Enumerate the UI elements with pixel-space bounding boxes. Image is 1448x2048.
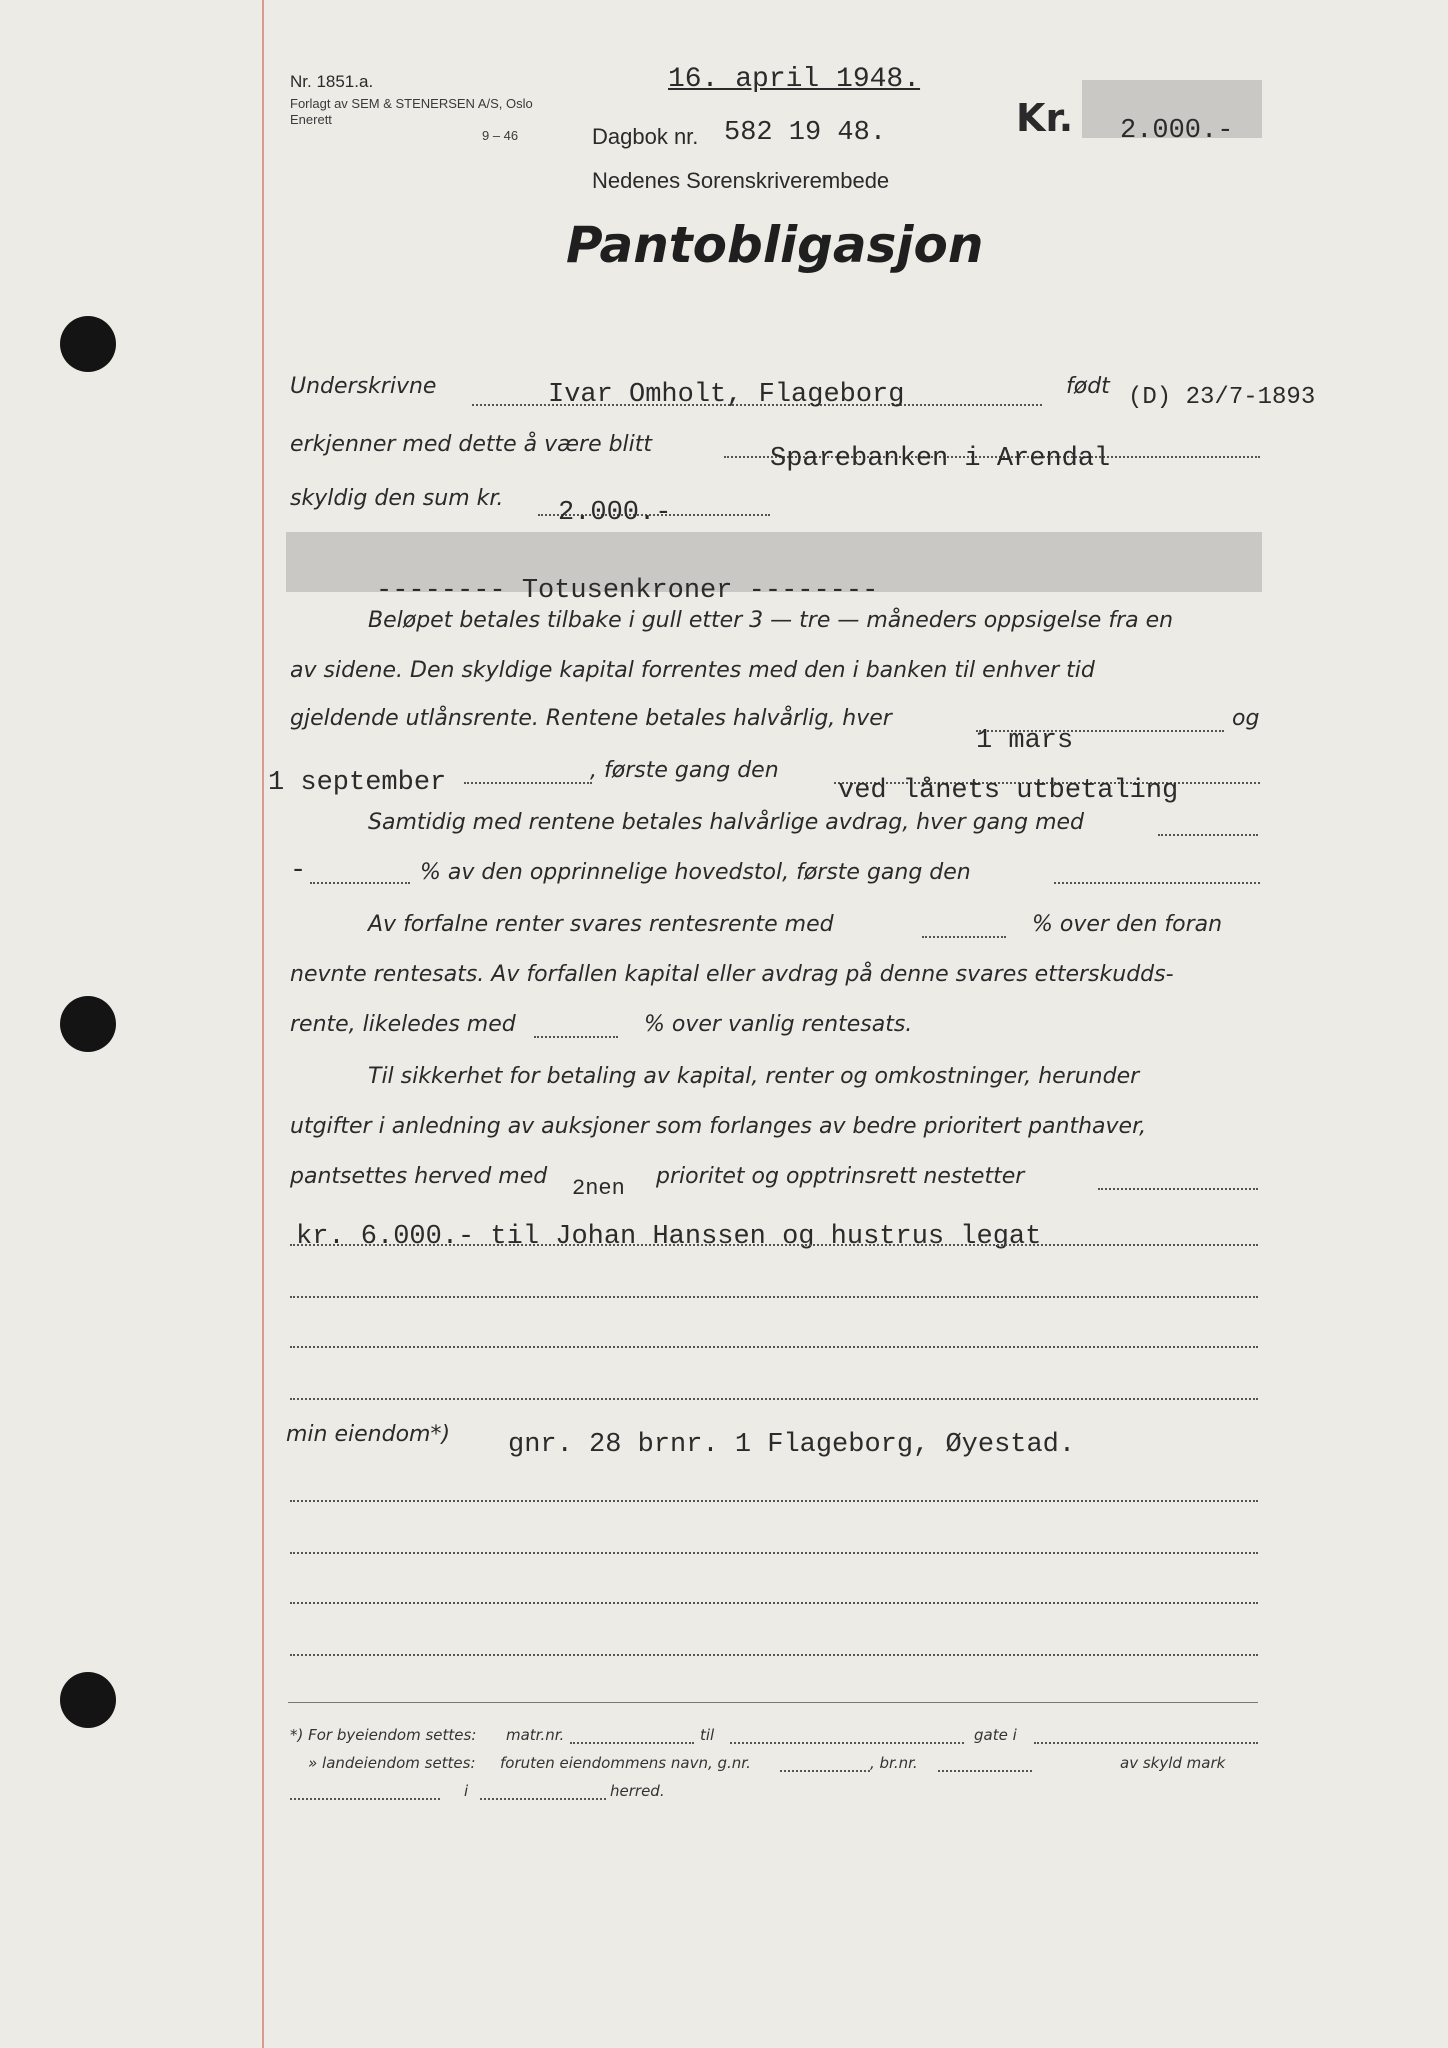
property-description: gnr. 28 brnr. 1 Flageborg, Øyestad. <box>508 1430 1076 1460</box>
dotted-line <box>290 1500 1258 1502</box>
dotted-line <box>290 1602 1258 1604</box>
dotted-line <box>1034 1742 1258 1744</box>
dotted-line <box>290 1296 1258 1298</box>
dotted-line <box>290 1552 1258 1554</box>
footnote-text: av skyld mark <box>1120 1754 1226 1772</box>
footnote-text: , br.nr. <box>870 1754 918 1772</box>
debtor-name: Ivar Omholt, Flageborg <box>548 380 905 410</box>
footnote-text: » landeiendom settes: <box>308 1754 476 1772</box>
dotted-line <box>570 1742 694 1744</box>
body-text: % over den foran <box>1032 912 1223 937</box>
undersigned-label: Underskrivne <box>290 374 437 399</box>
prior-claim: kr. 6.000.- til Johan Hanssen og hustrus legat <box>296 1222 1042 1252</box>
footnote-text: foruten eiendommens navn, g.nr. <box>500 1754 751 1772</box>
dotted-line <box>534 1036 618 1038</box>
dotted-line <box>290 1654 1258 1656</box>
body-text: pantsettes herved med <box>290 1164 548 1189</box>
first-payment: ved lånets utbetaling <box>838 776 1179 806</box>
punch-hole <box>60 996 116 1052</box>
dotted-line <box>290 1398 1258 1400</box>
footnote-text: til <box>700 1726 715 1744</box>
body-text: Samtidig med rentene betales halvårlige avdrag, hver gang med <box>368 810 1084 835</box>
body-text: Til sikkerhet for betaling av kapital, renter og omkostninger, herunder <box>368 1064 1140 1089</box>
body-text: % av den opprinnelige hovedstol, første gang den <box>420 860 971 885</box>
dotted-line <box>290 1244 1258 1246</box>
dotted-line <box>480 1798 606 1800</box>
date-written: 16. april 1948. <box>668 64 921 95</box>
dotted-line <box>1158 834 1258 836</box>
document-title: Pantobligasjon <box>566 216 984 274</box>
dagbok-label: Dagbok nr. <box>592 124 699 149</box>
kr-amount: 2.000.- <box>1120 116 1234 146</box>
interest-date-2: 1 september <box>268 768 447 798</box>
installment-percent: - <box>290 856 307 886</box>
amount-in-words: -------- Totusenkroner -------- <box>376 576 879 606</box>
publisher-line: Forlagt av SEM & STENERSEN A/S, Oslo <box>290 96 533 111</box>
footnote-text: *) For byeiendom settes: <box>290 1726 477 1744</box>
punch-hole <box>60 316 116 372</box>
dotted-line <box>464 782 592 784</box>
body-text: prioritet og opptrinsrett nestetter <box>656 1164 1025 1189</box>
dagbok-number: 582 19 48. <box>724 118 887 148</box>
owing-label: skyldig den sum kr. <box>290 486 504 511</box>
dotted-line <box>938 1770 1032 1772</box>
dotted-line <box>290 1798 440 1800</box>
margin-rule <box>262 0 264 2048</box>
born-date: (D) 23/7-1893 <box>1128 384 1316 411</box>
body-text: og <box>1232 706 1260 731</box>
footnote-text: i <box>464 1782 469 1800</box>
acknowledge-label: erkjenner med dette å være blitt <box>290 432 653 457</box>
owing-amount: 2.000.- <box>558 498 672 528</box>
dotted-line <box>310 882 410 884</box>
footnote-rule <box>288 1702 1258 1703</box>
body-text: gjeldende utlånsrente. Rentene betales halvårlig, hver <box>290 706 892 731</box>
dotted-line <box>1098 1188 1258 1190</box>
body-text: utgifter i anledning av auksjoner som forlanges av bedre prioritert panthaver, <box>290 1114 1147 1139</box>
creditor-name: Sparebanken i Arendal <box>770 444 1111 474</box>
dotted-line <box>290 1346 1258 1348</box>
footnote-text: herred. <box>610 1782 665 1800</box>
body-text: % over vanlig rentesats. <box>644 1012 913 1037</box>
form-number: Nr. 1851.a. <box>290 72 374 91</box>
body-text: rente, likeledes med <box>290 1012 516 1037</box>
body-text: Beløpet betales tilbake i gull etter 3 — tre — måneders oppsigelse fra en <box>368 608 1174 633</box>
body-text: av sidene. Den skyldige kapital forrentes med den i banken til enhver tid <box>290 658 1095 683</box>
punch-hole <box>60 1672 116 1728</box>
priority-typed: 2nen <box>572 1176 625 1201</box>
dotted-line <box>780 1770 870 1772</box>
dotted-line <box>1054 882 1260 884</box>
body-text: , første gang den <box>590 758 779 783</box>
office-name: Nedenes Sorenskriverembede <box>592 168 890 193</box>
born-label: født <box>1066 374 1110 399</box>
footnote-text: gate i <box>974 1726 1017 1744</box>
kr-label: Kr. <box>1016 96 1074 140</box>
publisher-date: 9 – 46 <box>482 128 519 143</box>
property-label: min eiendom*) <box>286 1422 451 1447</box>
dotted-line <box>730 1742 964 1744</box>
footnote-text: matr.nr. <box>506 1726 565 1744</box>
interest-date-1: 1 mars <box>976 726 1074 756</box>
body-text: nevnte rentesats. Av forfallen kapital eller avdrag på denne svares etterskudds- <box>290 962 1174 987</box>
body-text: Av forfalne renter svares rentesrente med <box>368 912 834 937</box>
publisher-enerett: Enerett <box>290 112 332 127</box>
dotted-line <box>922 936 1006 938</box>
